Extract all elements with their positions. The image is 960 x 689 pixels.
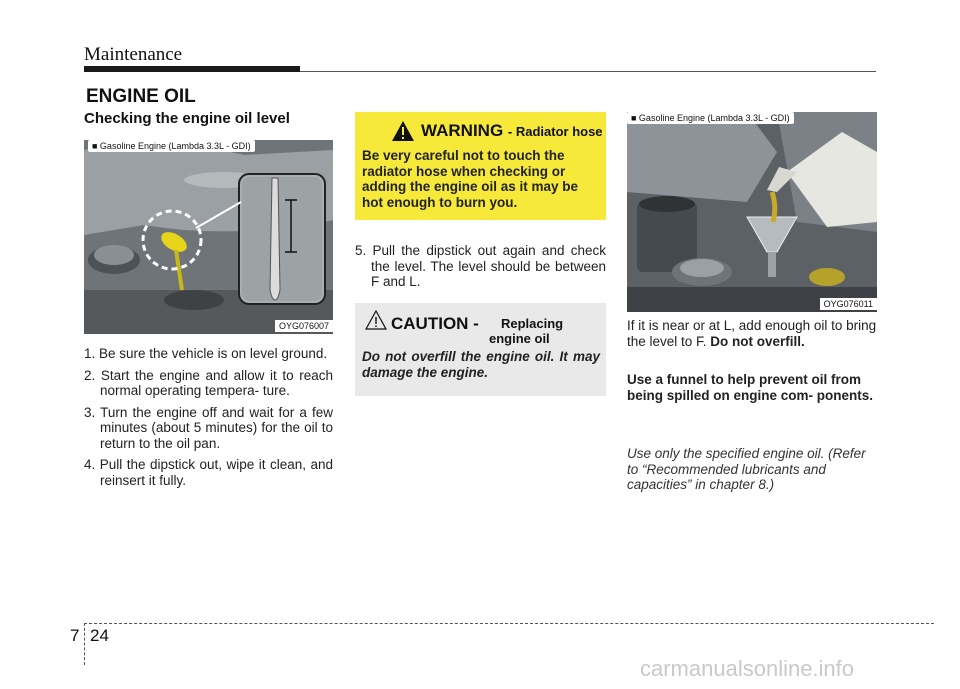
funnel-figure	[627, 112, 877, 312]
paragraph-funnel: Use a funnel to help prevent oil from being spilled on engine com- ponents.	[627, 372, 874, 403]
caution-title: CAUTION -	[391, 314, 479, 333]
chapter-number: 7	[70, 626, 80, 645]
engine-funnel-illustration	[627, 112, 877, 312]
caution-subtitle-2: engine oil	[489, 331, 550, 346]
figure1-code: OYG076007	[275, 320, 333, 332]
header-rule	[300, 71, 876, 72]
figure2-caption: ■ Gasoline Engine (Lambda 3.3L - GDI)	[627, 112, 794, 124]
warning-box	[355, 112, 606, 220]
figure2-code: OYG076011	[820, 298, 877, 310]
footer-rule	[84, 623, 934, 624]
step-item: 3. Turn the engine off and wait for a few minutes (about 5 minutes) for the oil to return to the oil pan.	[84, 404, 333, 451]
header-bar	[84, 66, 300, 72]
caution-text: Do not overfill the engine oil. It may damage the engine.	[362, 349, 600, 380]
figure1-caption: ■ Gasoline Engine (Lambda 3.3L - GDI)	[88, 140, 255, 152]
engine-dipstick-illustration	[84, 140, 333, 334]
warning-text: Be very careful not to touch the radiator hose when checking or adding the engine oil as it may be hot enough to burn you.	[362, 148, 579, 210]
warning-subtitle: - Radiator hose	[507, 124, 603, 139]
footer-divider	[84, 623, 85, 665]
steps-list	[84, 346, 333, 494]
paragraph-level-text: If it is near or at L, add enough oil to bring the level to F.	[627, 318, 877, 349]
step-item: 2. Start the engine and allow it to reach normal operating tempera- ture.	[84, 367, 333, 398]
header-title: Maintenance	[84, 44, 183, 65]
step-item: 4. Pull the dipstick out, wipe it clean, and reinsert it fully.	[84, 457, 333, 488]
paragraph-specified-oil: Use only the specified engine oil. (Refer to “Recommended lubricants and capacities” in chapter 8.)	[627, 446, 866, 492]
step-item: 5. Pull the dipstick out again and check the level. The level should be between F and L.	[355, 243, 606, 289]
caution-box	[355, 303, 606, 396]
caution-icon	[365, 310, 387, 330]
warning-icon	[391, 120, 415, 142]
section-title: ENGINE OIL	[86, 86, 196, 107]
watermark: carmanualsonline.info	[640, 656, 855, 681]
paragraph-level	[627, 318, 877, 349]
dipstick-figure	[84, 140, 333, 334]
page-number: 24	[90, 626, 109, 645]
caution-subtitle-1: Replacing	[501, 316, 564, 331]
step5-list	[355, 243, 606, 296]
warning-title: WARNING	[421, 121, 504, 140]
subheading: Checking the engine oil level	[84, 110, 290, 127]
step-item: 1. Be sure the vehicle is on level ground.	[84, 346, 328, 361]
do-not-overfill-text: Do not overfill.	[710, 333, 805, 349]
